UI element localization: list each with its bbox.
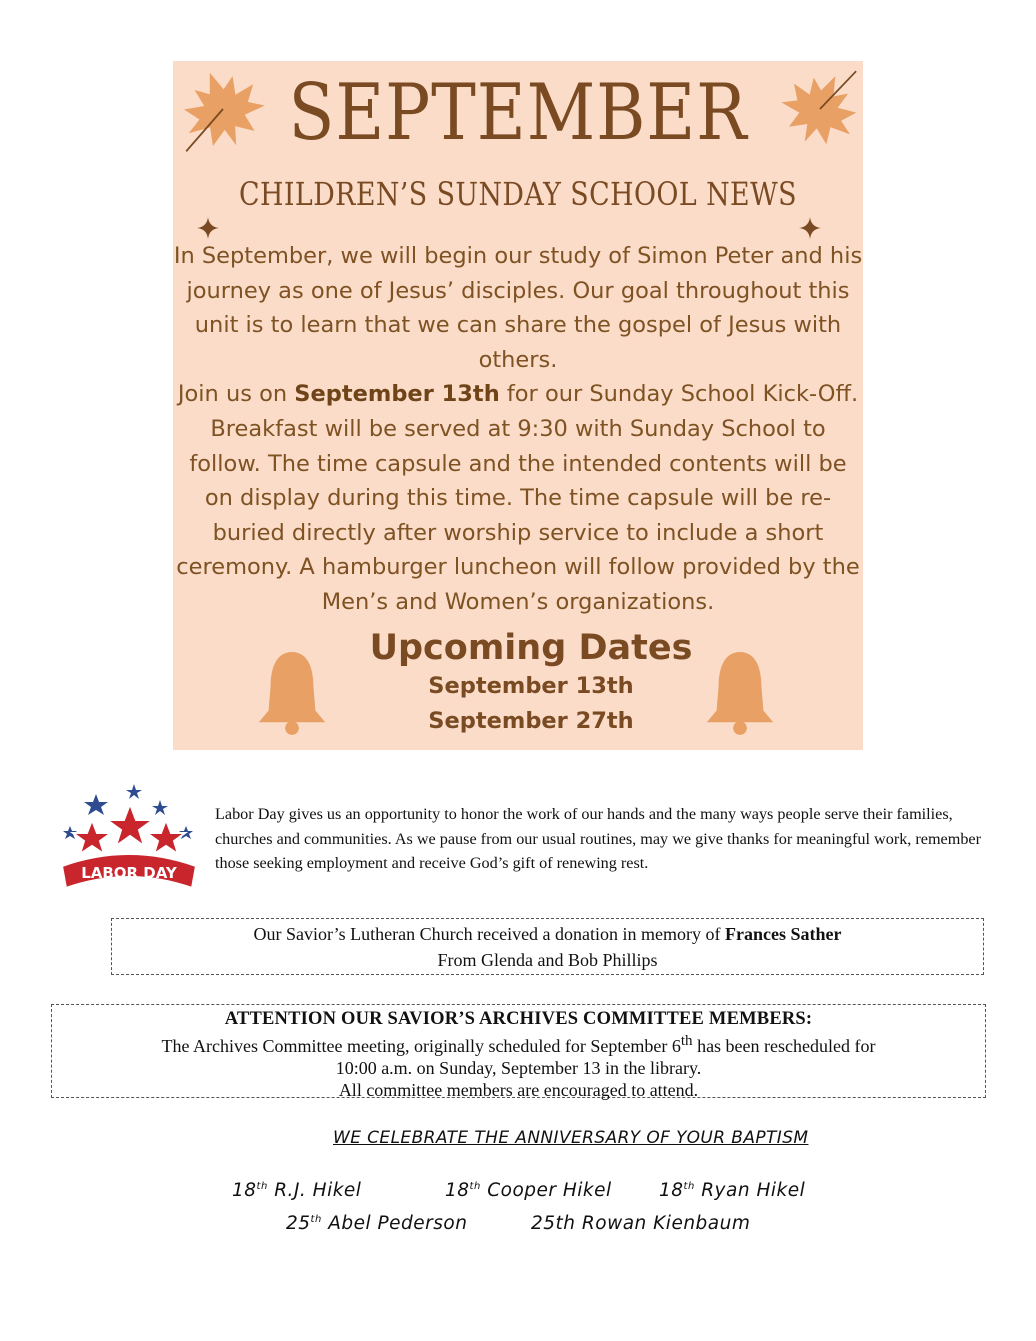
- sparkle-icon: [197, 217, 219, 239]
- baptism-name: Cooper Hikel: [487, 1180, 612, 1201]
- baptism-entry: [659, 1180, 805, 1201]
- archives-line: [52, 1030, 985, 1057]
- flyer-title: SEPTEMBER: [288, 68, 748, 158]
- upcoming-date: September 13th: [428, 673, 634, 699]
- upcoming-date: September 27th: [428, 708, 634, 734]
- flyer-body: [173, 239, 863, 620]
- baptism-day: 25th: [531, 1213, 576, 1234]
- baptism-day: 25: [286, 1213, 311, 1234]
- baptism-day: 18: [445, 1180, 470, 1201]
- baptism-day: 18: [232, 1180, 257, 1201]
- archives-line: All committee members are encouraged to attend.: [338, 1080, 699, 1100]
- baptism-heading: WE CELEBRATE THE ANNIVERSARY OF YOUR BAPTISM: [333, 1128, 809, 1148]
- baptism-day: 18: [659, 1180, 684, 1201]
- labor-day-logo: [56, 780, 202, 898]
- baptism-entry: [232, 1180, 361, 1201]
- baptism-ordinal: th: [683, 1180, 695, 1192]
- archives-heading: ATTENTION OUR SAVIOR’S ARCHIVES COMMITTEE MEMBERS:: [224, 1009, 813, 1029]
- baptism-name: R.J. Hikel: [274, 1180, 362, 1201]
- baptism-name: Ryan Hikel: [701, 1180, 806, 1201]
- upcoming-dates-heading: Upcoming Dates: [369, 628, 693, 668]
- donation-text: Our Savior’s Lutheran Church received a donation in memory of: [253, 924, 726, 944]
- sunday-school-flyer: [173, 61, 863, 750]
- archives-text: The Archives Committee meeting, originally scheduled for September 6: [161, 1036, 681, 1056]
- baptism-ordinal: th: [469, 1180, 481, 1192]
- kickoff-date: September 13th: [294, 381, 500, 408]
- donation-notice: [111, 918, 984, 975]
- archives-notice: [51, 1004, 986, 1098]
- baptism-ordinal: th: [310, 1213, 322, 1225]
- bell-icon: [701, 647, 779, 737]
- labor-day-logo-text: LABOR DAY: [81, 864, 177, 882]
- sparkle-icon: [799, 217, 821, 239]
- labor-day-message: Labor Day gives us an opportunity to honor the work of our hands and the many ways people serve their families, churches and communities. As we pause from our usual routines, may we give thanks for meaningful work, remember those seeking employment and receive God’s gift of renewing rest.: [215, 805, 982, 872]
- baptism-ordinal: th: [256, 1180, 268, 1192]
- baptism-name: Rowan Kienbaum: [581, 1213, 751, 1234]
- kickoff-details-text: for our Sunday School Kick-Off. Breakfast will be served at 9:30 with Sunday School to follow. The time capsule and the intended contents will be on display during this time. The time capsule will be re-buried directly after worship service to include a short ceremony. A hamburger luncheon will follow provided by the Men’s and Women’s organizations.: [176, 381, 860, 615]
- archives-ordinal: th: [680, 1033, 693, 1049]
- donation-line: [112, 921, 983, 947]
- baptism-entry: [286, 1213, 467, 1234]
- flyer-paragraph-study: In September, we will begin our study of Simon Peter and his journey as one of Jesus’ disciples. Our goal throughout this unit is to learn that we can share the gospel of Jesus with others.: [173, 243, 863, 373]
- baptism-entry: [531, 1213, 750, 1234]
- donation-donors: From Glenda and Bob Phillips: [437, 950, 658, 970]
- donation-memorial-name: Frances Sather: [725, 924, 842, 944]
- kickoff-intro-text: Join us on: [177, 381, 295, 408]
- baptism-name: Abel Pederson: [328, 1213, 468, 1234]
- archives-line: 10:00 a.m. on Sunday, September 13 in the library.: [335, 1058, 702, 1078]
- archives-text: has been rescheduled for: [692, 1036, 876, 1056]
- flyer-paragraph-kickoff: [173, 377, 863, 619]
- flyer-subtitle: CHILDREN’S SUNDAY SCHOOL NEWS: [239, 175, 797, 213]
- baptism-entry: [445, 1180, 612, 1201]
